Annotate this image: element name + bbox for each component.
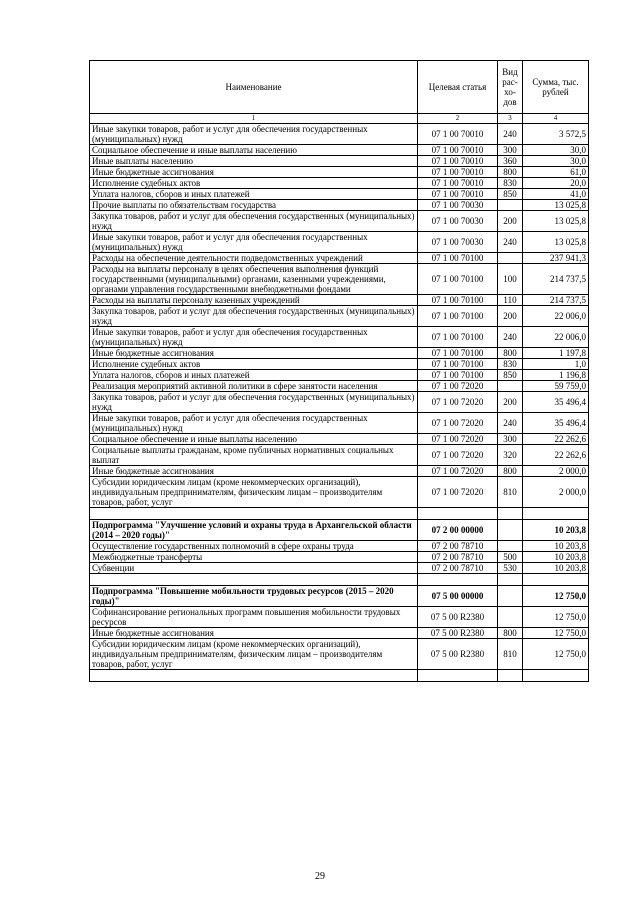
row-expense-type: 300: [498, 145, 523, 156]
row-target-code: 07 1 00 70010: [418, 178, 498, 189]
row-expense-type: 240: [498, 124, 523, 145]
row-name: Иные закупки товаров, работ и услуг для обеспечения государственных (муниципальных) нужд: [90, 124, 418, 145]
row-sum: 214 737,5: [523, 295, 589, 306]
row-sum: 1 197,8: [523, 348, 589, 359]
row-name: Иные бюджетные ассигнования: [90, 348, 418, 359]
row-target-code: 07 1 00 70100: [418, 295, 498, 306]
table-row: [90, 434, 589, 445]
table-row: [90, 381, 589, 392]
row-name: Реализация мероприятий активной политики в сфере занятости населения: [90, 381, 418, 392]
empty-cell: [498, 574, 523, 586]
row-name: Субсидии юридическим лицам (кроме некоммерческих организаций), индивидуальным предпринимателям, физическим лицам – производителям товаров, работ, услуг: [90, 639, 418, 670]
row-expense-type: [498, 586, 523, 607]
table-row: [90, 359, 589, 370]
row-target-code: 07 5 00 R2380: [418, 639, 498, 670]
row-target-code: 07 1 00 70010: [418, 156, 498, 167]
row-expense-type: 830: [498, 359, 523, 370]
table-row: [90, 392, 589, 413]
header-target: Целевая статья: [418, 61, 498, 114]
row-name: Исполнение судебных актов: [90, 178, 418, 189]
table-row: [90, 639, 589, 670]
column-numbers-row: [90, 114, 589, 124]
table-row: [90, 232, 589, 253]
row-name: Закупка товаров, работ и услуг для обеспечения государственных (муниципальных) нужд: [90, 211, 418, 232]
row-name: Уплата налогов, сборов и иных платежей: [90, 189, 418, 200]
table-row: [90, 156, 589, 167]
subprogram-row: [90, 520, 589, 541]
row-sum: 13 025,8: [523, 232, 589, 253]
row-expense-type: 240: [498, 232, 523, 253]
row-target-code: 07 5 00 R2380: [418, 628, 498, 639]
row-name: Социальное обеспечение и иные выплаты населению: [90, 145, 418, 156]
row-target-code: 07 1 00 70010: [418, 189, 498, 200]
row-name: Подпрограмма "Повышение мобильности трудовых ресурсов (2015 – 2020 годы)": [90, 586, 418, 607]
row-sum: 30,0: [523, 145, 589, 156]
spacer-row: [90, 574, 589, 586]
spacer-row: [90, 508, 589, 520]
row-expense-type: 830: [498, 178, 523, 189]
row-sum: 22 262,6: [523, 434, 589, 445]
row-name: Исполнение судебных актов: [90, 359, 418, 370]
header-sum: Сумма, тыс. рублей: [523, 61, 589, 114]
row-expense-type: [498, 607, 523, 628]
table-row: [90, 211, 589, 232]
row-sum: 13 025,8: [523, 211, 589, 232]
row-expense-type: 810: [498, 639, 523, 670]
empty-cell: [90, 670, 418, 682]
row-target-code: 07 1 00 70100: [418, 253, 498, 264]
row-expense-type: 200: [498, 211, 523, 232]
row-sum: 2 000,0: [523, 466, 589, 477]
table-row: [90, 327, 589, 348]
row-target-code: 07 5 00 00000: [418, 586, 498, 607]
empty-cell: [418, 574, 498, 586]
row-name: Межбюджетные трансферты: [90, 552, 418, 563]
row-expense-type: [498, 253, 523, 264]
row-name: Расходы на обеспечение деятельности подведомственных учреждений: [90, 253, 418, 264]
table-row: [90, 628, 589, 639]
row-expense-type: [498, 200, 523, 211]
row-target-code: 07 2 00 78710: [418, 563, 498, 574]
row-expense-type: 530: [498, 563, 523, 574]
row-sum: 237 941,3: [523, 253, 589, 264]
row-expense-type: 240: [498, 327, 523, 348]
row-name: Иные бюджетные ассигнования: [90, 167, 418, 178]
row-target-code: 07 1 00 72020: [418, 381, 498, 392]
empty-cell: [498, 670, 523, 682]
row-sum: 2 000,0: [523, 477, 589, 508]
row-target-code: 07 1 00 72020: [418, 477, 498, 508]
table-row: [90, 563, 589, 574]
table-row: [90, 466, 589, 477]
row-target-code: 07 1 00 72020: [418, 434, 498, 445]
page-number: 29: [315, 871, 325, 882]
row-expense-type: 800: [498, 167, 523, 178]
row-target-code: 07 1 00 70100: [418, 327, 498, 348]
column-number: 4: [523, 114, 589, 124]
table-row: [90, 477, 589, 508]
table-body: [90, 124, 589, 682]
row-expense-type: 500: [498, 552, 523, 563]
row-sum: 30,0: [523, 156, 589, 167]
row-name: Иные бюджетные ассигнования: [90, 628, 418, 639]
table-row: [90, 264, 589, 295]
table-row: [90, 253, 589, 264]
row-sum: 41,0: [523, 189, 589, 200]
row-name: Расходы на выплаты персоналу казенных учреждений: [90, 295, 418, 306]
row-expense-type: [498, 381, 523, 392]
row-sum: 35 496,4: [523, 413, 589, 434]
row-sum: 22 262,6: [523, 445, 589, 466]
table-row: [90, 370, 589, 381]
row-sum: 13 025,8: [523, 200, 589, 211]
empty-cell: [523, 670, 589, 682]
row-target-code: 07 1 00 70030: [418, 200, 498, 211]
row-name: Расходы на выплаты персоналу в целях обеспечения выполнения функций государственными (муниципальными) органами, казенными учреждениями, органами управления государственными внебюджетными фондами: [90, 264, 418, 295]
row-target-code: 07 2 00 78710: [418, 552, 498, 563]
row-name: Софинансирование региональных программ повышения мобильности трудовых ресурсов: [90, 607, 418, 628]
row-target-code: 07 1 00 72020: [418, 392, 498, 413]
row-name: Иные закупки товаров, работ и услуг для обеспечения государственных (муниципальных) нужд: [90, 327, 418, 348]
column-number: 2: [418, 114, 498, 124]
row-expense-type: 850: [498, 370, 523, 381]
table-row: [90, 306, 589, 327]
row-sum: 22 006,0: [523, 306, 589, 327]
row-sum: 20,0: [523, 178, 589, 189]
row-name: Социальные выплаты гражданам, кроме публичных нормативных социальных выплат: [90, 445, 418, 466]
row-target-code: 07 1 00 70010: [418, 167, 498, 178]
row-expense-type: 200: [498, 392, 523, 413]
row-target-code: 07 1 00 72020: [418, 413, 498, 434]
row-target-code: 07 1 00 72020: [418, 466, 498, 477]
row-expense-type: 800: [498, 628, 523, 639]
row-sum: 214 737,5: [523, 264, 589, 295]
row-target-code: 07 1 00 70010: [418, 145, 498, 156]
row-sum: 12 750,0: [523, 607, 589, 628]
row-sum: 10 203,8: [523, 552, 589, 563]
row-target-code: 07 2 00 78710: [418, 541, 498, 552]
row-sum: 35 496,4: [523, 392, 589, 413]
empty-cell: [90, 574, 418, 586]
row-name: Подпрограмма "Улучшение условий и охраны труда в Архангельской области (2014 – 2020 годы)": [90, 520, 418, 541]
row-expense-type: 800: [498, 348, 523, 359]
row-name: Закупка товаров, работ и услуг для обеспечения государственных (муниципальных) нужд: [90, 392, 418, 413]
row-target-code: 07 1 00 70100: [418, 264, 498, 295]
row-expense-type: 360: [498, 156, 523, 167]
row-name: Прочие выплаты по обязательствам государства: [90, 200, 418, 211]
row-name: Иные закупки товаров, работ и услуг для обеспечения государственных (муниципальных) нужд: [90, 413, 418, 434]
empty-cell: [418, 670, 498, 682]
row-expense-type: [498, 541, 523, 552]
row-sum: 1 196,8: [523, 370, 589, 381]
row-name: Субсидии юридическим лицам (кроме некоммерческих организаций), индивидуальным предпринимателям, физическим лицам – производителям товаров, работ, услуг: [90, 477, 418, 508]
row-target-code: 07 2 00 00000: [418, 520, 498, 541]
row-expense-type: 850: [498, 189, 523, 200]
column-number: 1: [90, 114, 418, 124]
header-name: Наименование: [90, 61, 418, 114]
spacer-row: [90, 670, 589, 682]
row-name: Уплата налогов, сборов и иных платежей: [90, 370, 418, 381]
row-name: Иные бюджетные ассигнования: [90, 466, 418, 477]
row-target-code: 07 1 00 70100: [418, 370, 498, 381]
row-sum: 61,0: [523, 167, 589, 178]
row-name: Иные выплаты населению: [90, 156, 418, 167]
table-row: [90, 552, 589, 563]
empty-cell: [523, 508, 589, 520]
row-target-code: 07 1 00 70010: [418, 124, 498, 145]
row-expense-type: [498, 520, 523, 541]
row-expense-type: 200: [498, 306, 523, 327]
row-name: Социальное обеспечение и иные выплаты населению: [90, 434, 418, 445]
subprogram-row: [90, 586, 589, 607]
table-row: [90, 607, 589, 628]
row-expense-type: 810: [498, 477, 523, 508]
table-row: [90, 167, 589, 178]
row-sum: 10 203,8: [523, 563, 589, 574]
table-row: [90, 200, 589, 211]
row-name: Субвенции: [90, 563, 418, 574]
row-sum: 12 750,0: [523, 628, 589, 639]
row-target-code: 07 1 00 72020: [418, 445, 498, 466]
row-expense-type: 300: [498, 434, 523, 445]
row-expense-type: 320: [498, 445, 523, 466]
row-sum: 22 006,0: [523, 327, 589, 348]
row-expense-type: 110: [498, 295, 523, 306]
header-row: [90, 61, 589, 114]
empty-cell: [90, 508, 418, 520]
row-target-code: 07 1 00 70100: [418, 359, 498, 370]
row-name: Иные закупки товаров, работ и услуг для обеспечения государственных (муниципальных) нужд: [90, 232, 418, 253]
row-target-code: 07 1 00 70030: [418, 232, 498, 253]
row-sum: 12 750,0: [523, 586, 589, 607]
row-expense-type: 800: [498, 466, 523, 477]
empty-cell: [523, 574, 589, 586]
row-name: Закупка товаров, работ и услуг для обеспечения государственных (муниципальных) нужд: [90, 306, 418, 327]
row-sum: 10 203,8: [523, 541, 589, 552]
row-expense-type: 100: [498, 264, 523, 295]
row-name: Осуществление государственных полномочий в сфере охраны труда: [90, 541, 418, 552]
row-sum: 1,0: [523, 359, 589, 370]
table-row: [90, 413, 589, 434]
empty-cell: [418, 508, 498, 520]
table-row: [90, 124, 589, 145]
table-row: [90, 541, 589, 552]
header-type: Вид рас- хо- дов: [498, 61, 523, 114]
row-sum: 12 750,0: [523, 639, 589, 670]
row-target-code: 07 1 00 70100: [418, 348, 498, 359]
row-sum: 10 203,8: [523, 520, 589, 541]
empty-cell: [498, 508, 523, 520]
row-expense-type: 240: [498, 413, 523, 434]
table-row: [90, 295, 589, 306]
budget-table: [89, 60, 589, 682]
table-row: [90, 189, 589, 200]
table-row: [90, 348, 589, 359]
row-target-code: 07 1 00 70100: [418, 306, 498, 327]
table-row: [90, 145, 589, 156]
row-target-code: 07 1 00 70030: [418, 211, 498, 232]
row-sum: 3 572,5: [523, 124, 589, 145]
column-number: 3: [498, 114, 523, 124]
row-target-code: 07 5 00 R2380: [418, 607, 498, 628]
row-sum: 59 759,0: [523, 381, 589, 392]
table-row: [90, 445, 589, 466]
table-row: [90, 178, 589, 189]
